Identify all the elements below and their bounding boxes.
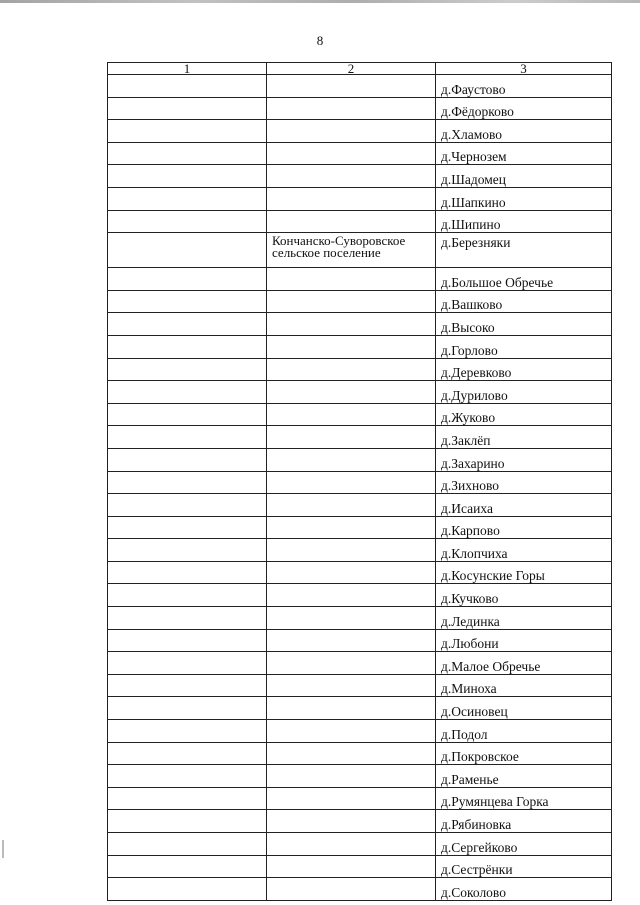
cell-district bbox=[267, 120, 436, 143]
cell-village: д.Зихново bbox=[436, 471, 612, 494]
cell-column-1 bbox=[108, 97, 267, 120]
cell-column-1 bbox=[108, 494, 267, 517]
scan-edge bbox=[0, 0, 640, 3]
cell-village: д.Хламово bbox=[436, 120, 612, 143]
cell-column-1 bbox=[108, 403, 267, 426]
cell-district bbox=[267, 855, 436, 878]
cell-village: д.Сергейково bbox=[436, 833, 612, 856]
cell-village: д.Фаустово bbox=[436, 75, 612, 98]
cell-district bbox=[267, 810, 436, 833]
table-row bbox=[108, 75, 612, 98]
table-row bbox=[108, 381, 612, 404]
table-row bbox=[108, 742, 612, 765]
cell-district bbox=[267, 652, 436, 675]
cell-village: д.Захарино bbox=[436, 448, 612, 471]
table-row bbox=[108, 120, 612, 143]
table-row bbox=[108, 426, 612, 449]
table-row bbox=[108, 290, 612, 313]
table-header-row bbox=[108, 63, 612, 75]
table-row bbox=[108, 335, 612, 358]
cell-village: д.Исаиха bbox=[436, 494, 612, 517]
cell-column-1 bbox=[108, 584, 267, 607]
table-row bbox=[108, 313, 612, 336]
margin-mark bbox=[2, 840, 4, 858]
cell-column-1 bbox=[108, 855, 267, 878]
cell-village: д.Румянцева Горка bbox=[436, 787, 612, 810]
table-row bbox=[108, 448, 612, 471]
cell-village: д.Большое Обречье bbox=[436, 268, 612, 291]
cell-village: д.Высоко bbox=[436, 313, 612, 336]
table-row bbox=[108, 878, 612, 901]
cell-column-1 bbox=[108, 878, 267, 901]
cell-column-1 bbox=[108, 607, 267, 630]
cell-village: д.Чернозем bbox=[436, 142, 612, 165]
cell-district bbox=[267, 97, 436, 120]
table-row bbox=[108, 720, 612, 743]
cell-column-1 bbox=[108, 742, 267, 765]
cell-district bbox=[267, 878, 436, 901]
column-header-2: 2 bbox=[267, 63, 436, 75]
table-row bbox=[108, 471, 612, 494]
table-body bbox=[108, 75, 612, 901]
cell-district bbox=[267, 765, 436, 788]
table-row bbox=[108, 561, 612, 584]
cell-column-1 bbox=[108, 142, 267, 165]
cell-column-1 bbox=[108, 290, 267, 313]
cell-district bbox=[267, 381, 436, 404]
cell-village: д.Жуково bbox=[436, 403, 612, 426]
table-row bbox=[108, 674, 612, 697]
cell-column-1 bbox=[108, 561, 267, 584]
cell-column-1 bbox=[108, 381, 267, 404]
page-number: 8 bbox=[316, 33, 324, 48]
table-row bbox=[108, 810, 612, 833]
column-header-1: 1 bbox=[108, 63, 267, 75]
table-row bbox=[108, 403, 612, 426]
cell-column-1 bbox=[108, 765, 267, 788]
cell-village: д.Любони bbox=[436, 629, 612, 652]
cell-district bbox=[267, 516, 436, 539]
cell-village: д.Фёдорково bbox=[436, 97, 612, 120]
cell-district bbox=[267, 210, 436, 233]
cell-column-1 bbox=[108, 165, 267, 188]
cell-district bbox=[267, 742, 436, 765]
column-header-3: 3 bbox=[436, 63, 612, 75]
cell-district bbox=[267, 494, 436, 517]
cell-district: Кончанско-Суворовское сельское поселение bbox=[267, 233, 436, 268]
cell-column-1 bbox=[108, 697, 267, 720]
table-row bbox=[108, 233, 612, 268]
cell-column-1 bbox=[108, 210, 267, 233]
table-row bbox=[108, 652, 612, 675]
cell-district bbox=[267, 833, 436, 856]
cell-column-1 bbox=[108, 187, 267, 210]
cell-district bbox=[267, 268, 436, 291]
cell-village: д.Кучково bbox=[436, 584, 612, 607]
cell-village: д.Шипино bbox=[436, 210, 612, 233]
cell-district bbox=[267, 335, 436, 358]
cell-village: д.Карпово bbox=[436, 516, 612, 539]
cell-village: д.Лединка bbox=[436, 607, 612, 630]
table-row bbox=[108, 165, 612, 188]
table-row bbox=[108, 268, 612, 291]
cell-village: д.Осиновец bbox=[436, 697, 612, 720]
cell-district bbox=[267, 313, 436, 336]
cell-district bbox=[267, 629, 436, 652]
cell-column-1 bbox=[108, 120, 267, 143]
cell-district bbox=[267, 561, 436, 584]
cell-village: д.Березняки bbox=[436, 233, 612, 268]
cell-district bbox=[267, 165, 436, 188]
table-row bbox=[108, 142, 612, 165]
cell-column-1 bbox=[108, 313, 267, 336]
table-row bbox=[108, 607, 612, 630]
cell-column-1 bbox=[108, 268, 267, 291]
cell-district bbox=[267, 358, 436, 381]
cell-village: д.Косунские Горы bbox=[436, 561, 612, 584]
cell-village: д.Шапкино bbox=[436, 187, 612, 210]
cell-column-1 bbox=[108, 720, 267, 743]
cell-village: д.Дурилово bbox=[436, 381, 612, 404]
cell-district bbox=[267, 290, 436, 313]
table-row bbox=[108, 516, 612, 539]
cell-village: д.Покровское bbox=[436, 742, 612, 765]
table-row bbox=[108, 584, 612, 607]
cell-column-1 bbox=[108, 516, 267, 539]
table-row bbox=[108, 833, 612, 856]
table-row bbox=[108, 539, 612, 562]
cell-district bbox=[267, 697, 436, 720]
cell-column-1 bbox=[108, 358, 267, 381]
cell-column-1 bbox=[108, 233, 267, 268]
cell-district bbox=[267, 674, 436, 697]
cell-column-1 bbox=[108, 674, 267, 697]
cell-village: д.Раменье bbox=[436, 765, 612, 788]
settlements-table bbox=[107, 62, 612, 901]
table-row bbox=[108, 765, 612, 788]
cell-column-1 bbox=[108, 335, 267, 358]
cell-village: д.Соколово bbox=[436, 878, 612, 901]
cell-village: д.Заклёп bbox=[436, 426, 612, 449]
cell-village: д.Рябиновка bbox=[436, 810, 612, 833]
cell-district bbox=[267, 720, 436, 743]
cell-district bbox=[267, 142, 436, 165]
table-row bbox=[108, 697, 612, 720]
table-row bbox=[108, 210, 612, 233]
table-row bbox=[108, 629, 612, 652]
cell-column-1 bbox=[108, 448, 267, 471]
cell-column-1 bbox=[108, 75, 267, 98]
cell-district bbox=[267, 471, 436, 494]
table-row bbox=[108, 97, 612, 120]
cell-column-1 bbox=[108, 787, 267, 810]
cell-village: д.Шадомец bbox=[436, 165, 612, 188]
cell-column-1 bbox=[108, 652, 267, 675]
cell-column-1 bbox=[108, 629, 267, 652]
cell-district bbox=[267, 539, 436, 562]
cell-village: д.Вашково bbox=[436, 290, 612, 313]
table-row bbox=[108, 855, 612, 878]
cell-district bbox=[267, 426, 436, 449]
cell-district bbox=[267, 403, 436, 426]
cell-column-1 bbox=[108, 833, 267, 856]
cell-column-1 bbox=[108, 810, 267, 833]
cell-district bbox=[267, 75, 436, 98]
cell-village: д.Клопчиха bbox=[436, 539, 612, 562]
cell-village: д.Подол bbox=[436, 720, 612, 743]
cell-column-1 bbox=[108, 426, 267, 449]
table-row bbox=[108, 358, 612, 381]
cell-village: д.Малое Обречье bbox=[436, 652, 612, 675]
table-row bbox=[108, 187, 612, 210]
table-row bbox=[108, 494, 612, 517]
cell-village: д.Деревково bbox=[436, 358, 612, 381]
cell-district bbox=[267, 584, 436, 607]
cell-village: д.Горлово bbox=[436, 335, 612, 358]
cell-column-1 bbox=[108, 471, 267, 494]
cell-village: д.Сестрёнки bbox=[436, 855, 612, 878]
cell-district bbox=[267, 187, 436, 210]
cell-district bbox=[267, 607, 436, 630]
cell-village: д.Миноха bbox=[436, 674, 612, 697]
cell-district bbox=[267, 787, 436, 810]
cell-column-1 bbox=[108, 539, 267, 562]
cell-district bbox=[267, 448, 436, 471]
table-row bbox=[108, 787, 612, 810]
